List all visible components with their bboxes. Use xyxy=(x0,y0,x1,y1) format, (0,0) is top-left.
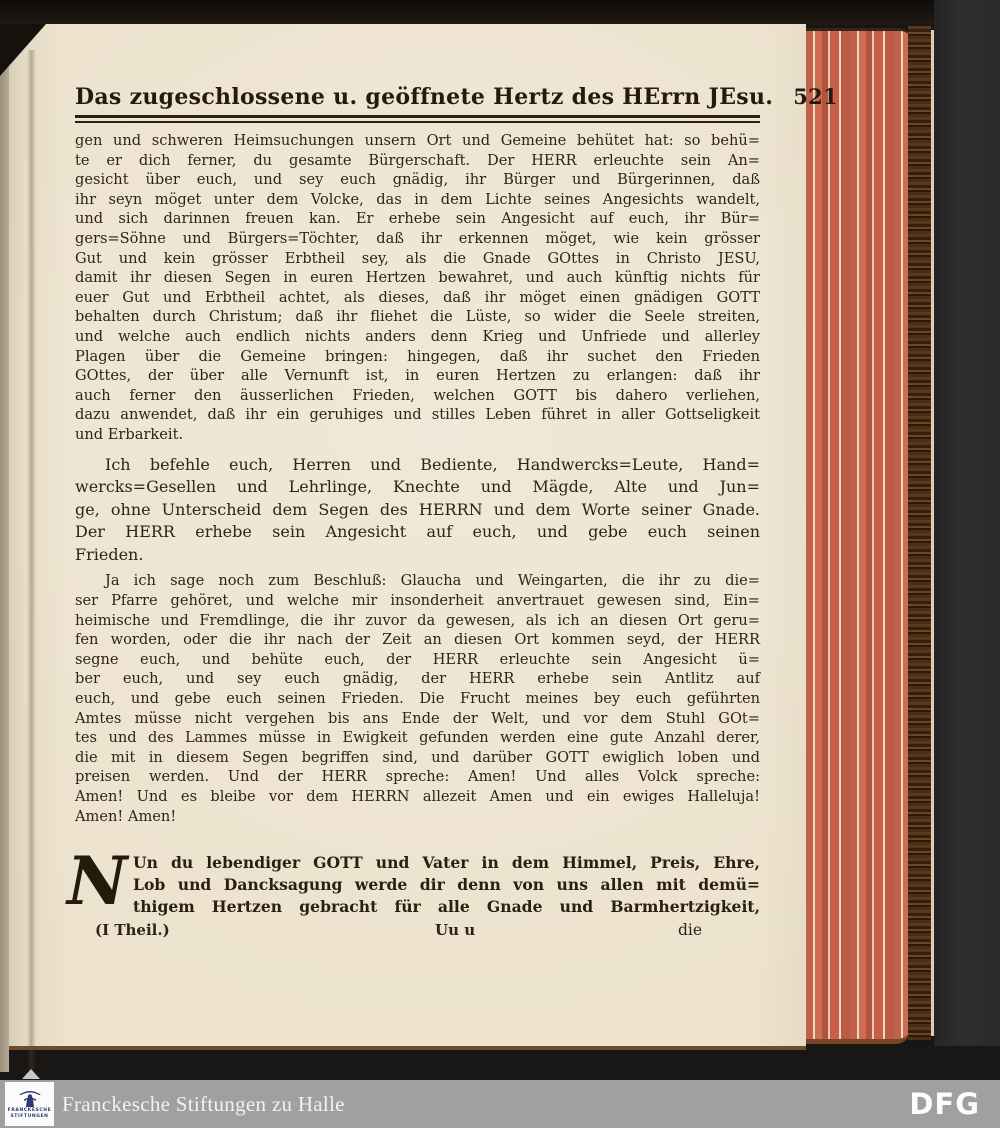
page-text-block xyxy=(0,84,838,943)
logo-text-line-2: STIFTUNGEN xyxy=(10,1114,49,1119)
logo-text-line-1: FRANCKESCHE xyxy=(7,1107,52,1113)
text-line: Gut und kein grösser Erbtheil sey, als die Gnade GOttes in Christo JESU, xyxy=(75,249,760,267)
paragraph-1 xyxy=(75,131,760,445)
text-line: Frieden. xyxy=(75,544,144,564)
header-rule xyxy=(75,115,760,123)
text-line: Ja ich sage noch zum Beschluß: Glaucha und Weingarten, die ihr zu die= xyxy=(105,572,760,590)
text-line: gesicht über euch, und sey euch gnädig, ihr Bürger und Bürgerinnen, daß xyxy=(75,171,760,189)
scanned-page xyxy=(0,24,838,1050)
text-line: ber euch, und sey euch gnädig, der HERR erhebe sein Antlitz auf xyxy=(75,670,760,688)
text-line: Plagen über die Gemeine bringen: hingegen, daß ihr suchet den Frieden xyxy=(75,347,760,365)
running-header xyxy=(75,84,838,110)
text-line: segne euch, und behüte euch, der HERR erleuchte sein Angesicht ü= xyxy=(75,650,760,668)
franckesche-stiftungen-logo[interactable] xyxy=(5,1082,54,1126)
text-line: euer Gut und Erbtheil achtet, als dieses, daß ihr möget einen gnädigen GOTT xyxy=(75,288,760,306)
drop-cap-initial: N xyxy=(67,842,128,921)
text-line: dazu anwendet, daß ihr ein geruhiges und stilles Leben führet in aller Gottseligkeit xyxy=(75,406,760,424)
institution-link[interactable]: Franckesche Stiftungen zu Halle xyxy=(62,1091,345,1116)
text-line: Ich befehle euch, Herren und Bediente, Handwercks=Leute, Hand= xyxy=(105,454,760,474)
text-line: die mit in diesem Segen begriffen sind, und darüber GOTT ewiglich loben und xyxy=(75,748,760,766)
paragraph-4-lines xyxy=(75,852,760,918)
text-line: heimische und Fremdlinge, die ihr zuvor da gewesen, als ich an diesen Ort geru= xyxy=(75,611,760,629)
text-line: ser Pfarre gehöret, und welche mir insonderheit anvertrauet gewesen sind, Ein= xyxy=(75,592,760,610)
text-line: Amtes müsse nicht vergehen bis ans Ende der Welt, und vor dem Stuhl GOt= xyxy=(75,709,760,727)
page-number: 521 xyxy=(793,84,838,109)
catchword: die xyxy=(677,921,702,940)
text-line: tes und des Lammes müsse in Ewigkeit gefunden werden eine gute Anzahl derer, xyxy=(75,729,760,747)
text-line: thigem Hertzen gebracht für alle Gnade und Barmhertzigkeit, xyxy=(133,897,760,917)
text-line: ge, ohne Unterscheid dem Segen des HERRN und dem Worte seiner Gnade. xyxy=(75,499,760,519)
text-line: euch, und gebe euch seinen Frieden. Die Frucht meines bey euch geführten xyxy=(75,690,760,708)
scan-backdrop-right xyxy=(934,0,1000,1078)
book-edge-highlight xyxy=(931,30,934,1036)
text-line: damit ihr diesen Segen in euren Hertzen bewahret, und auch künftig nichts für xyxy=(75,269,760,287)
footer-expand-arrow[interactable] xyxy=(22,1069,40,1079)
text-line: Un du lebendiger GOTT und Vater in dem Himmel, Preis, Ehre, xyxy=(133,853,760,873)
text-line: auch ferner den äusserlichen Frieden, welchen GOTT bis dahero verliehen, xyxy=(75,386,760,404)
text-line: te er dich ferner, du gesamte Bürgerschaft. Der HERR erleuchte sein An= xyxy=(75,151,760,169)
text-line: und sich darinnen freuen kan. Er erhebe sein Angesicht auf euch, ihr Bür= xyxy=(75,210,760,228)
text-line: Lob und Dancksagung werde dir denn von uns allen mit demü= xyxy=(133,875,760,895)
part-label: (I Theil.) xyxy=(95,921,170,940)
text-line: behalten durch Christum; daß ihr fliehet die Lüste, so wider die Seele streiten, xyxy=(75,308,760,326)
text-line: Der HERR erhebe sein Angesicht auf euch, und gebe euch seinen xyxy=(75,522,760,542)
scan-backdrop-top xyxy=(0,0,1000,25)
scan-backdrop-bottom xyxy=(0,1046,1000,1080)
viewer-footer-bar xyxy=(0,1080,1000,1128)
header-title: Das zugeschlossene u. geöffnete Hertz des HErrn JEsu. xyxy=(75,84,774,110)
text-line: gen und schweren Heimsuchungen unsern Ort und Gemeine behütet hat: so behü= xyxy=(75,132,760,149)
paragraph-2 xyxy=(75,454,760,567)
text-line: gers=Söhne und Bürgers=Töchter, daß ihr erkennen möget, wie kein grösser xyxy=(75,229,760,247)
paragraph-4 xyxy=(67,842,760,921)
text-line: und welche auch endlich nichts anders denn Krieg und Unfriede und allerley xyxy=(75,327,760,345)
book-fore-edge xyxy=(806,28,910,1044)
paragraph-3 xyxy=(75,571,760,826)
text-line: Amen! Und es bleibe vor dem HERRN allezeit Amen und ein ewiges Halleluja! xyxy=(75,788,760,805)
gathering-signature: Uu u xyxy=(435,921,476,940)
text-line: fen worden, oder die ihr nach der Zeit an diesen Ort kommen seyd, der HERR xyxy=(75,631,760,649)
text-line: Amen! Amen! xyxy=(75,807,177,825)
text-line: und Erbarkeit. xyxy=(75,425,184,443)
signature-row xyxy=(75,921,760,943)
book-cover-edge xyxy=(908,26,931,1040)
dfg-logo[interactable]: DFG xyxy=(909,1087,980,1121)
text-line: wercks=Gesellen und Lehrlinge, Knechte und Mägde, Alte und Jun= xyxy=(75,477,760,497)
text-line: ihr seyn möget unter dem Volcke, das in dem Lichte seines Angesichts wandelt, xyxy=(75,190,760,208)
stiftungen-emblem-icon xyxy=(17,1089,43,1107)
text-line: preisen werden. Und der HERR spreche: Amen! Und alles Volck spreche: xyxy=(75,768,760,786)
text-line: GOttes, der über alle Vernunft ist, in euren Hertzen zu erlangen: daß ihr xyxy=(75,367,760,385)
